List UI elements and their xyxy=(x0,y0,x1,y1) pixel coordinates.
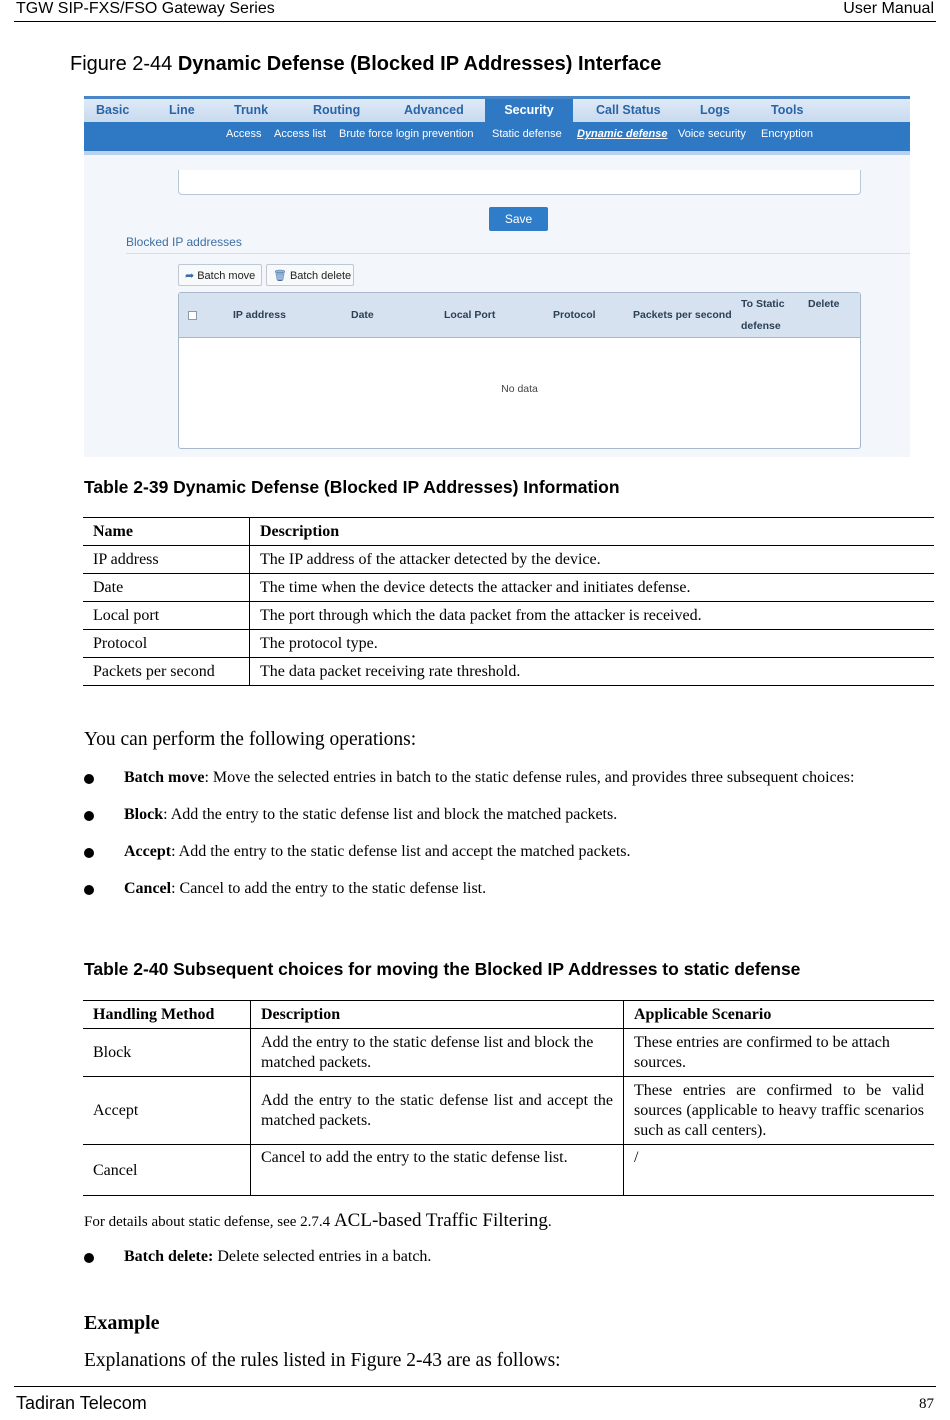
note-prefix: For details about static defense, see 2.7.4 xyxy=(84,1214,334,1230)
tab-advanced[interactable]: Advanced xyxy=(404,103,464,117)
table-cell: Local port xyxy=(83,602,250,630)
table-row xyxy=(83,1145,934,1196)
upper-panel xyxy=(178,170,861,195)
bullet-text: : Move the selected entries in batch to the static defense rules, and provides three subsequent choices: xyxy=(204,769,855,786)
footer-rule xyxy=(14,1386,936,1387)
dynamic-defense-screenshot xyxy=(84,96,910,457)
empty-state-text: No data xyxy=(501,383,538,395)
table-cell: Packets per second xyxy=(83,658,250,686)
table-header-cell: Applicable Scenario xyxy=(624,1001,935,1029)
tab-trunk[interactable]: Trunk xyxy=(234,103,269,117)
tab-tools[interactable]: Tools xyxy=(771,103,804,117)
bullet-term: Accept xyxy=(124,843,172,860)
table-cell: These entries are confirmed to be valid sources (applicable to heavy traffic scenarios such as call centers). xyxy=(624,1077,935,1145)
table-cell: The time when the device detects the attacker and initiates defense. xyxy=(250,574,935,602)
table-header-row xyxy=(83,518,934,546)
batch-move-label: Batch move xyxy=(197,270,256,282)
select-all-checkbox[interactable] xyxy=(188,311,197,320)
static-defense-note xyxy=(84,1210,552,1232)
table-cell: These entries are confirmed to be attach sources. xyxy=(624,1029,935,1077)
blocked-ip-grid xyxy=(178,292,861,449)
table-cell: Cancel to add the entry to the static defense list. xyxy=(251,1145,624,1196)
subtab-voice-security[interactable]: Voice security xyxy=(678,128,746,140)
table-cell: Add the entry to the static defense list and accept the matched packets. xyxy=(251,1077,624,1145)
col-date[interactable]: Date xyxy=(351,309,374,321)
subtab-encryption[interactable]: Encryption xyxy=(761,128,813,140)
table-cell: IP address xyxy=(83,546,250,574)
tab-logs[interactable]: Logs xyxy=(700,103,730,117)
table-header-cell: Handling Method xyxy=(83,1001,251,1029)
table1 xyxy=(83,517,934,686)
subtab-static-defense[interactable]: Static defense xyxy=(492,128,562,140)
table-header-cell: Description xyxy=(250,518,935,546)
bullet-dot-icon xyxy=(84,811,94,821)
main-nav xyxy=(84,96,910,122)
grid-header xyxy=(179,293,860,338)
batch-delete-button[interactable] xyxy=(266,264,354,286)
batch-delete-label: Batch delete xyxy=(289,270,352,282)
table-cell: The IP address of the attacker detected by the device. xyxy=(250,546,935,574)
operations-intro: You can perform the following operations: xyxy=(84,729,417,750)
tab-line[interactable]: Line xyxy=(169,103,195,117)
bullet-term: Batch delete: xyxy=(124,1248,214,1265)
table-header-row xyxy=(83,1001,934,1029)
page-number: 87 xyxy=(919,1396,934,1412)
table-header-cell: Name xyxy=(83,518,250,546)
table-cell: / xyxy=(624,1145,935,1196)
batch-move-button[interactable] xyxy=(178,264,262,286)
bullet-term: Cancel xyxy=(124,880,172,897)
bullet-dot-icon xyxy=(84,774,94,784)
figure-title: Dynamic Defense (Blocked IP Addresses) Interface xyxy=(177,53,662,75)
tab-call-status[interactable]: Call Status xyxy=(596,103,661,117)
sub-nav xyxy=(84,122,910,151)
page-header-manual: User Manual xyxy=(843,0,934,17)
table-cell: Accept xyxy=(83,1077,251,1145)
bullet-term: Block xyxy=(124,806,164,823)
section-divider xyxy=(126,253,910,254)
footer-company: Tadiran Telecom xyxy=(16,1393,147,1413)
col-packets-per-second[interactable]: Packets per second xyxy=(633,309,732,321)
example-heading: Example xyxy=(84,1312,160,1334)
note-reference-link[interactable]: ACL-based Traffic Filtering xyxy=(333,1210,548,1231)
figure-caption xyxy=(70,53,661,76)
bullet-dot-icon xyxy=(84,885,94,895)
table2 xyxy=(83,1000,934,1196)
table-cell: The data packet receiving rate threshold. xyxy=(250,658,935,686)
col-protocol[interactable]: Protocol xyxy=(553,309,596,321)
page-header-title: TGW SIP-FXS/FSO Gateway Series xyxy=(16,0,275,17)
table-cell: Date xyxy=(83,574,250,602)
table-cell: Protocol xyxy=(83,630,250,658)
table-row xyxy=(83,546,934,574)
save-button[interactable]: Save xyxy=(489,207,548,231)
table-row xyxy=(83,1029,934,1077)
arrow-share-icon: ➦ xyxy=(185,270,195,282)
bullet-text: : Cancel to add the entry to the static defense list. xyxy=(171,880,487,897)
trash-icon: 🗑 xyxy=(273,270,287,282)
bullet-term: Batch move xyxy=(124,769,205,786)
subtab-dynamic-defense[interactable]: Dynamic defense xyxy=(577,128,668,140)
table-row xyxy=(83,574,934,602)
table-row xyxy=(83,658,934,686)
table1-caption: Table 2-39 Dynamic Defense (Blocked IP Addresses) Information xyxy=(84,477,620,497)
example-text: Explanations of the rules listed in Figure 2-43 are as follows: xyxy=(84,1350,561,1371)
bullet-text: Delete selected entries in a batch. xyxy=(213,1248,432,1265)
nav-underline xyxy=(84,151,910,155)
table-cell: Cancel xyxy=(83,1145,251,1196)
header-rule xyxy=(14,21,936,22)
bullet-dot-icon xyxy=(84,1253,94,1263)
table-cell: Block xyxy=(83,1029,251,1077)
note-suffix: . xyxy=(547,1214,552,1230)
table-cell: The protocol type. xyxy=(250,630,935,658)
tab-routing[interactable]: Routing xyxy=(313,103,361,117)
col-ip-address[interactable]: IP address xyxy=(233,309,286,321)
subtab-brute-force[interactable]: Brute force login prevention xyxy=(339,128,474,140)
bullet-text: : Add the entry to the static defense list and block the matched packets. xyxy=(163,806,618,823)
col-delete[interactable]: Delete xyxy=(808,298,840,310)
col-to-static-line1[interactable]: To Static xyxy=(741,298,785,310)
subtab-access[interactable]: Access xyxy=(226,128,262,140)
table2-caption: Table 2-40 Subsequent choices for moving the Blocked IP Addresses to static defense xyxy=(84,959,801,979)
tab-security[interactable]: Security xyxy=(485,99,573,122)
table-row xyxy=(83,630,934,658)
table-header-cell: Description xyxy=(251,1001,624,1029)
table-row xyxy=(83,1077,934,1145)
tab-basic[interactable]: Basic xyxy=(96,103,130,117)
table-cell: Add the entry to the static defense list and block the matched packets. xyxy=(251,1029,624,1077)
table-cell: The port through which the data packet from the attacker is received. xyxy=(250,602,935,630)
col-local-port[interactable]: Local Port xyxy=(444,309,496,321)
table-row xyxy=(83,602,934,630)
bullet-text: : Add the entry to the static defense list and accept the matched packets. xyxy=(171,843,631,860)
subtab-access-list[interactable]: Access list xyxy=(274,128,326,140)
blocked-ip-section-title: Blocked IP addresses xyxy=(126,235,242,249)
figure-label: Figure 2-44 xyxy=(70,53,178,75)
col-to-static-line2[interactable]: defense xyxy=(741,320,781,332)
bullet-dot-icon xyxy=(84,848,94,858)
